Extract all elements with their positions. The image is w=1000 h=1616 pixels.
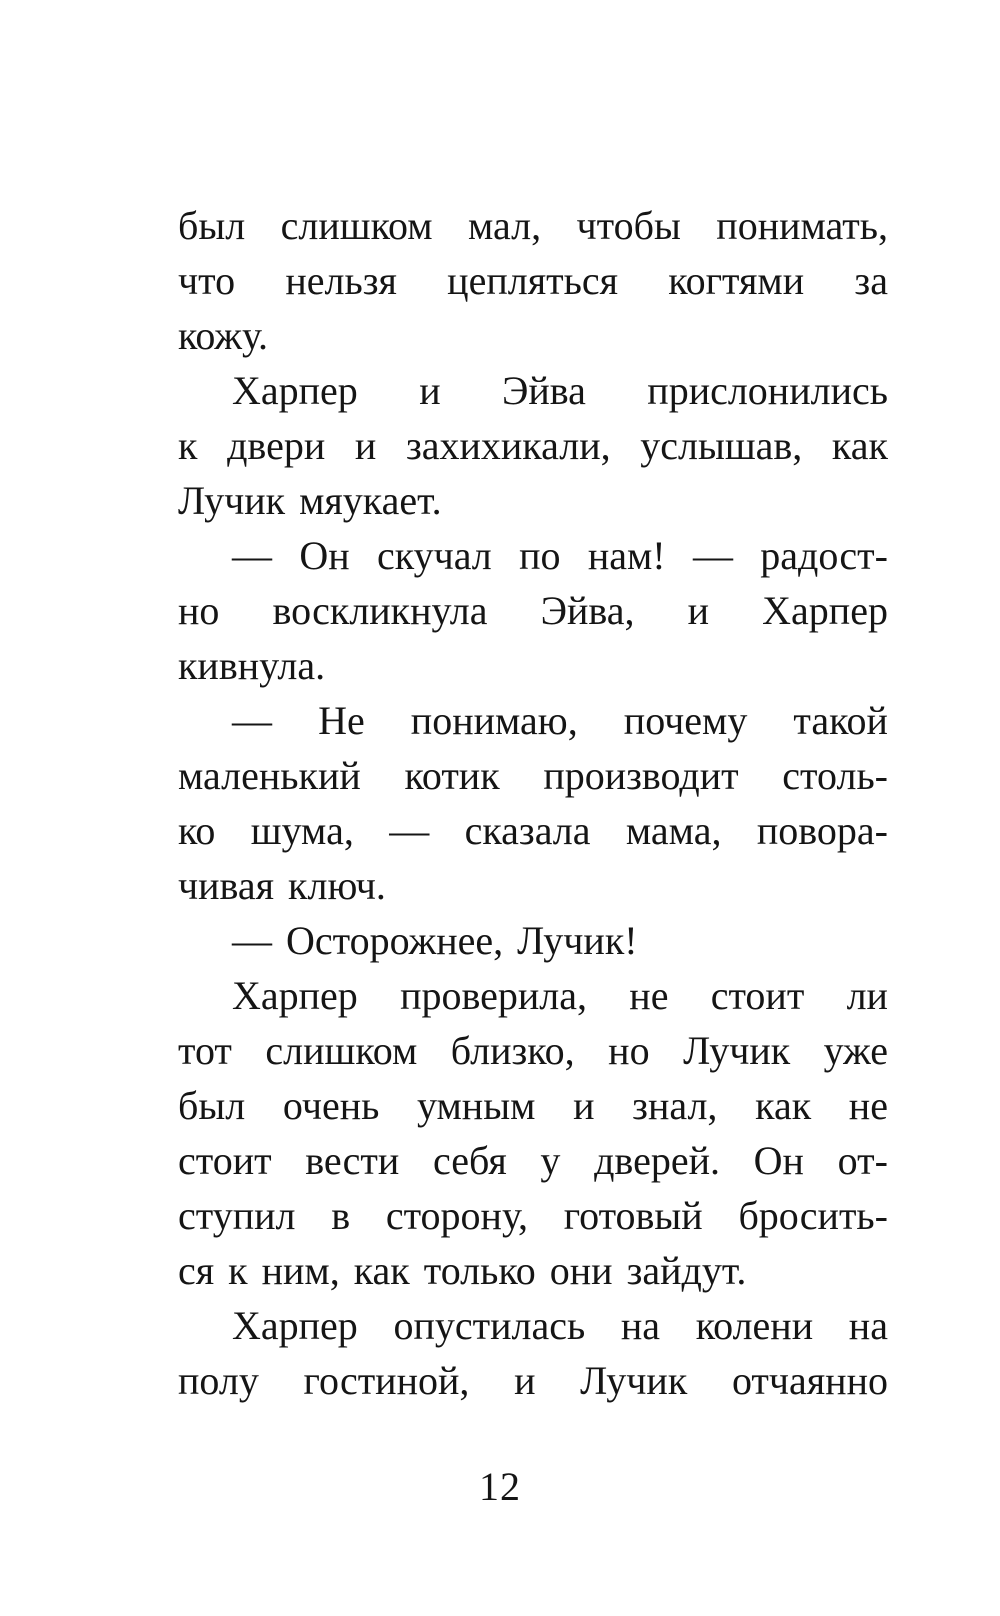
word: был bbox=[178, 1083, 246, 1128]
word: умным bbox=[417, 1083, 536, 1128]
word: готовый bbox=[563, 1193, 703, 1238]
word: сказала bbox=[464, 808, 591, 853]
word: ним, bbox=[261, 1248, 340, 1293]
word: к bbox=[228, 1248, 248, 1293]
word: захихикали, bbox=[405, 423, 611, 468]
word: как bbox=[755, 1083, 812, 1128]
word: понимаю, bbox=[410, 698, 578, 743]
word: стоит bbox=[710, 973, 805, 1018]
word: Он bbox=[299, 533, 350, 578]
word: скучал bbox=[376, 533, 492, 578]
text-line bbox=[178, 253, 888, 308]
word: не bbox=[848, 1083, 888, 1128]
word: когтями bbox=[668, 258, 805, 303]
word: знал, bbox=[632, 1083, 718, 1128]
word: и bbox=[354, 423, 377, 468]
word: у bbox=[540, 1138, 561, 1183]
word: Лучик bbox=[580, 1358, 688, 1403]
word: ся bbox=[178, 1248, 215, 1293]
word: такой bbox=[793, 698, 888, 743]
text-line bbox=[178, 1133, 888, 1188]
page-body-text bbox=[178, 198, 888, 1408]
word: гостиной, bbox=[303, 1358, 470, 1403]
word: полу bbox=[178, 1358, 259, 1403]
word: бросить- bbox=[738, 1193, 888, 1238]
word: тот bbox=[178, 1028, 232, 1073]
word: нам! bbox=[587, 533, 666, 578]
word: воскликнула bbox=[272, 588, 488, 633]
word: услышав, bbox=[640, 423, 803, 468]
word: ступил bbox=[178, 1193, 296, 1238]
word: Харпер bbox=[762, 588, 888, 633]
word: как bbox=[353, 1248, 410, 1293]
word: чивая bbox=[178, 863, 275, 908]
word: в bbox=[331, 1193, 351, 1238]
word: столь- bbox=[782, 753, 888, 798]
word: по bbox=[519, 533, 561, 578]
word: на bbox=[620, 1303, 661, 1348]
word: мама, bbox=[625, 808, 722, 853]
word: и bbox=[687, 588, 710, 633]
text-line bbox=[178, 1298, 888, 1353]
word: и bbox=[514, 1358, 536, 1403]
text-line bbox=[178, 803, 888, 858]
word: дверей. bbox=[594, 1138, 720, 1183]
word: очень bbox=[282, 1083, 380, 1128]
word: Харпер bbox=[232, 1303, 358, 1348]
word: что bbox=[178, 258, 236, 303]
word: — bbox=[692, 533, 733, 578]
word: Лучик! bbox=[517, 918, 638, 963]
word: вести bbox=[305, 1138, 400, 1183]
text-line bbox=[178, 1188, 888, 1243]
word: цепляться bbox=[447, 258, 618, 303]
word: понимать, bbox=[716, 203, 888, 248]
text-line bbox=[178, 1353, 888, 1408]
word: близко, bbox=[450, 1028, 575, 1073]
word: Лучик bbox=[178, 478, 286, 523]
word: за bbox=[854, 258, 888, 303]
word: Эйва bbox=[501, 368, 586, 413]
word: мал, bbox=[467, 203, 542, 248]
word: слишком bbox=[280, 203, 433, 248]
word: они bbox=[549, 1248, 613, 1293]
word: проверила, bbox=[400, 973, 588, 1018]
word: двери bbox=[227, 423, 326, 468]
page-number: 12 bbox=[479, 1464, 521, 1509]
word: но bbox=[178, 588, 220, 633]
word: — bbox=[389, 808, 430, 853]
word: отчаянно bbox=[731, 1358, 888, 1403]
word: но bbox=[608, 1028, 650, 1073]
word: не bbox=[629, 973, 669, 1018]
word: кожу. bbox=[178, 313, 269, 358]
text-line bbox=[178, 858, 888, 913]
text-line bbox=[178, 583, 888, 638]
word: как bbox=[831, 423, 888, 468]
word: себя bbox=[432, 1138, 507, 1183]
word: производит bbox=[543, 753, 739, 798]
word: маленький bbox=[178, 753, 361, 798]
word: слишком bbox=[265, 1028, 418, 1073]
word: Осторожнее, bbox=[286, 918, 504, 963]
text-line bbox=[178, 198, 888, 253]
word: ли bbox=[846, 973, 888, 1018]
text-line bbox=[178, 528, 888, 583]
word: повора- bbox=[756, 808, 888, 853]
word: от- bbox=[837, 1138, 888, 1183]
word: нельзя bbox=[285, 258, 397, 303]
word: Харпер bbox=[232, 973, 358, 1018]
word: Не bbox=[318, 698, 365, 743]
word: кивнула. bbox=[178, 643, 326, 688]
word: чтобы bbox=[576, 203, 681, 248]
word: мяукает. bbox=[299, 478, 442, 523]
text-line bbox=[178, 1243, 888, 1298]
text-line bbox=[178, 638, 888, 693]
text-line bbox=[178, 913, 888, 968]
word: Харпер bbox=[232, 368, 358, 413]
word: опустилась bbox=[393, 1303, 586, 1348]
word: ключ. bbox=[288, 863, 386, 908]
word: ко bbox=[178, 808, 216, 853]
word: колени bbox=[695, 1303, 814, 1348]
word: Эйва, bbox=[540, 588, 635, 633]
text-line bbox=[178, 418, 888, 473]
text-line bbox=[178, 363, 888, 418]
word: — bbox=[232, 533, 272, 578]
text-line bbox=[178, 968, 888, 1023]
word: — bbox=[232, 918, 272, 963]
word: стоит bbox=[178, 1138, 272, 1183]
text-line bbox=[178, 473, 888, 528]
word: котик bbox=[404, 753, 500, 798]
word: только bbox=[423, 1248, 536, 1293]
word: Лучик bbox=[683, 1028, 791, 1073]
text-line bbox=[178, 1023, 888, 1078]
text-line bbox=[178, 748, 888, 803]
word: шума, bbox=[250, 808, 354, 853]
word: к bbox=[178, 423, 198, 468]
word: радост- bbox=[760, 533, 888, 578]
word: зайдут. bbox=[626, 1248, 747, 1293]
word: на bbox=[848, 1303, 888, 1348]
word: и bbox=[573, 1083, 595, 1128]
word: уже bbox=[823, 1028, 888, 1073]
word: почему bbox=[623, 698, 748, 743]
text-line bbox=[178, 693, 888, 748]
word: Он bbox=[753, 1138, 804, 1183]
text-line bbox=[178, 1078, 888, 1133]
word: прислонились bbox=[647, 368, 888, 413]
text-line bbox=[178, 308, 888, 363]
word: был bbox=[178, 203, 246, 248]
word: и bbox=[419, 368, 441, 413]
word: — bbox=[232, 698, 272, 743]
word: сторону, bbox=[385, 1193, 528, 1238]
